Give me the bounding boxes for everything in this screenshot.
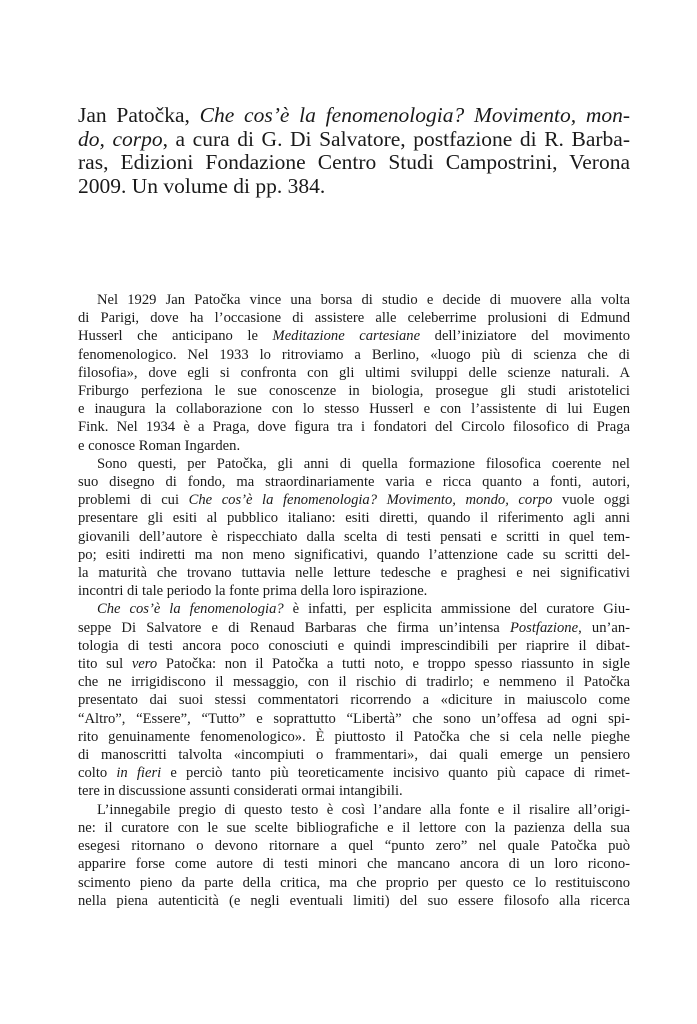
text-run: dell’iniziatore del movimento [434, 328, 630, 345]
italic-word: in fieri [116, 765, 162, 782]
paragraph-line: e conosce Roman Ingarden. [78, 437, 241, 454]
paragraph-line [78, 655, 630, 673]
heading-line-2 [78, 128, 630, 152]
paragraph-line: po; esiti indiretti ma non meno significativi, quando l’attenzione cade su scritti del- [78, 546, 630, 563]
paragraph-line: esegesi ritornano o devono ritornare a quel “punto zero” nel quale Patočka può [78, 838, 630, 855]
paragraph-line: suo disegno di fondo, ma straordinariamente varia e ricca quanto a fonti, autori, [78, 474, 630, 491]
italic-word: Postfazione [509, 619, 579, 636]
paragraph-line: “Altro”, “Essere”, “Tutto” e soprattutto “Libertà” che sono un’offesa ad ogni spi- [78, 710, 630, 727]
italic-title: Meditazione cartesiane [272, 328, 421, 345]
paragraph-line [78, 491, 630, 509]
review-body [78, 291, 630, 910]
author-name: Jan Patočka, [78, 103, 190, 127]
text-run: e perciò tanto più teoreticamente incisivo quanto più capace di rimet- [170, 765, 630, 782]
paragraph-line: tologia di testi ancora poco conosciuti e quindi imprescindibili per riaprire il dibat- [78, 637, 630, 654]
book-title-cont: do, corpo [78, 126, 163, 151]
text-run: seppe Di Salvatore e di Renaud Barbaras che firma un’intensa [78, 619, 500, 636]
heading-line-4: 2009. Un volume di pp. 384. [78, 173, 326, 198]
text-run: Husserl che anticipano le [78, 328, 258, 345]
paragraph-line: L’innegabile pregio di questo testo è così l’andare alla fonte e il risalire all’origi- [97, 801, 630, 818]
paragraph-line: apparire forse come autore di testi minori che mancano ancora di un loro ricono- [78, 856, 630, 873]
italic-title: Che cos’è la fenomenologia? [97, 601, 284, 618]
paragraph-line: tere in discussione assunti considerati ormai intangibili. [78, 783, 403, 800]
paragraph-line: Fink. Nel 1934 è a Praga, dove figura tra i fondatori del Circolo filosofico di Praga [78, 419, 630, 436]
text-run: colto [78, 765, 108, 782]
paragraph-line: la maturità che trovano tuttavia nelle letture tedesche e praghesi e nei significativi [78, 565, 630, 582]
book-citation-heading [78, 104, 630, 198]
paragraph-line: presentato dai suoi stessi commentatori ricorrendo a «diciture in maiuscolo come [78, 692, 630, 709]
paragraph-line: Sono questi, per Patočka, gli anni di quella formazione filosofica coerente nel [97, 455, 630, 472]
paragraph-line [78, 600, 630, 618]
paragraph-line: giovanili dell’autore è rispecchiato dalla scelta di testi pensati e scritti in quel tem- [78, 528, 630, 545]
paragraph-line: incontri di tale periodo la fonte prima della loro ispirazione. [78, 583, 428, 600]
text-run: Patočka: non il Patočka a tutti noto, e troppo spesso riassunto in sigle [165, 656, 630, 673]
paragraph-line: filosofia», dove egli si confronta con gli ultimi sviluppi delle scienze naturali. A [78, 364, 630, 381]
paragraph-line: ne: il curatore con le sue scelte bibliografiche e il lettore con la pazienza della sua [78, 819, 630, 836]
text-run: , un’an- [578, 619, 631, 636]
text-run: problemi di cui [78, 492, 180, 509]
heading-line-3: ras, Edizioni Fondazione Centro Studi Campostrini, Verona [78, 150, 630, 174]
paragraph-line: rito genuinamente fenomenologico». È piuttosto il Patočka che si cela nelle pieghe [78, 728, 630, 745]
paragraph-line: Friburgo perfeziona le sue conoscenze in biologia, prosegue gli studi aristotelici [78, 383, 630, 400]
text-run: tito sul [78, 656, 124, 673]
italic-word: vero [131, 656, 158, 673]
heading-line-1 [78, 104, 630, 128]
paragraph-line: di Parigi, dove ha l’occasione di assistere alle celeberrime prolusioni di Edmund [78, 310, 630, 327]
paragraph-line: che ne irrigidiscono il messaggio, con il rischio di tradirlo; e nemmeno il Patočka [78, 674, 630, 691]
paragraph-line: Nel 1929 Jan Patočka vince una borsa di studio e decide di muovere alla volta [97, 292, 630, 308]
text-run: è infatti, per esplicita ammissione del curatore Giu- [292, 601, 630, 618]
paragraph-line: fenomenologico. Nel 1933 lo ritroviamo a Berlino, «luogo più di scienza che di [78, 346, 630, 363]
paragraph-line: di manoscritti talvolta «incompiuti o frammentari», dai quali emerge un pensiero [78, 747, 630, 764]
italic-title: Che cos’è la fenomenologia? Movimento, mondo, corpo [188, 492, 553, 509]
paragraph-line: e inaugura la collaborazione con lo stesso Husserl e con l’assistente di lui Eugen [78, 401, 630, 418]
paragraph-line: scimento pieno da parte della critica, ma che proprio per questo ce lo restituiscono [78, 874, 630, 891]
paragraph-line [78, 327, 630, 345]
paragraph-line [78, 764, 630, 782]
heading-text: , a cura di G. Di Salvatore, postfazione di R. Barba- [162, 126, 630, 151]
book-title: Che cos’è la fenomenologia? Movimento, mon- [199, 103, 631, 127]
paragraph-line: presentare gli esiti al pubblico italiano: esiti diretti, quando il riferimento agli anni [78, 510, 630, 527]
paragraph-line: nella piena autenticità (e negli eventuali limiti) del suo essere filosofo alla ricerca [78, 892, 630, 909]
text-run: vuole oggi [562, 492, 630, 509]
paragraph-line [78, 619, 630, 637]
